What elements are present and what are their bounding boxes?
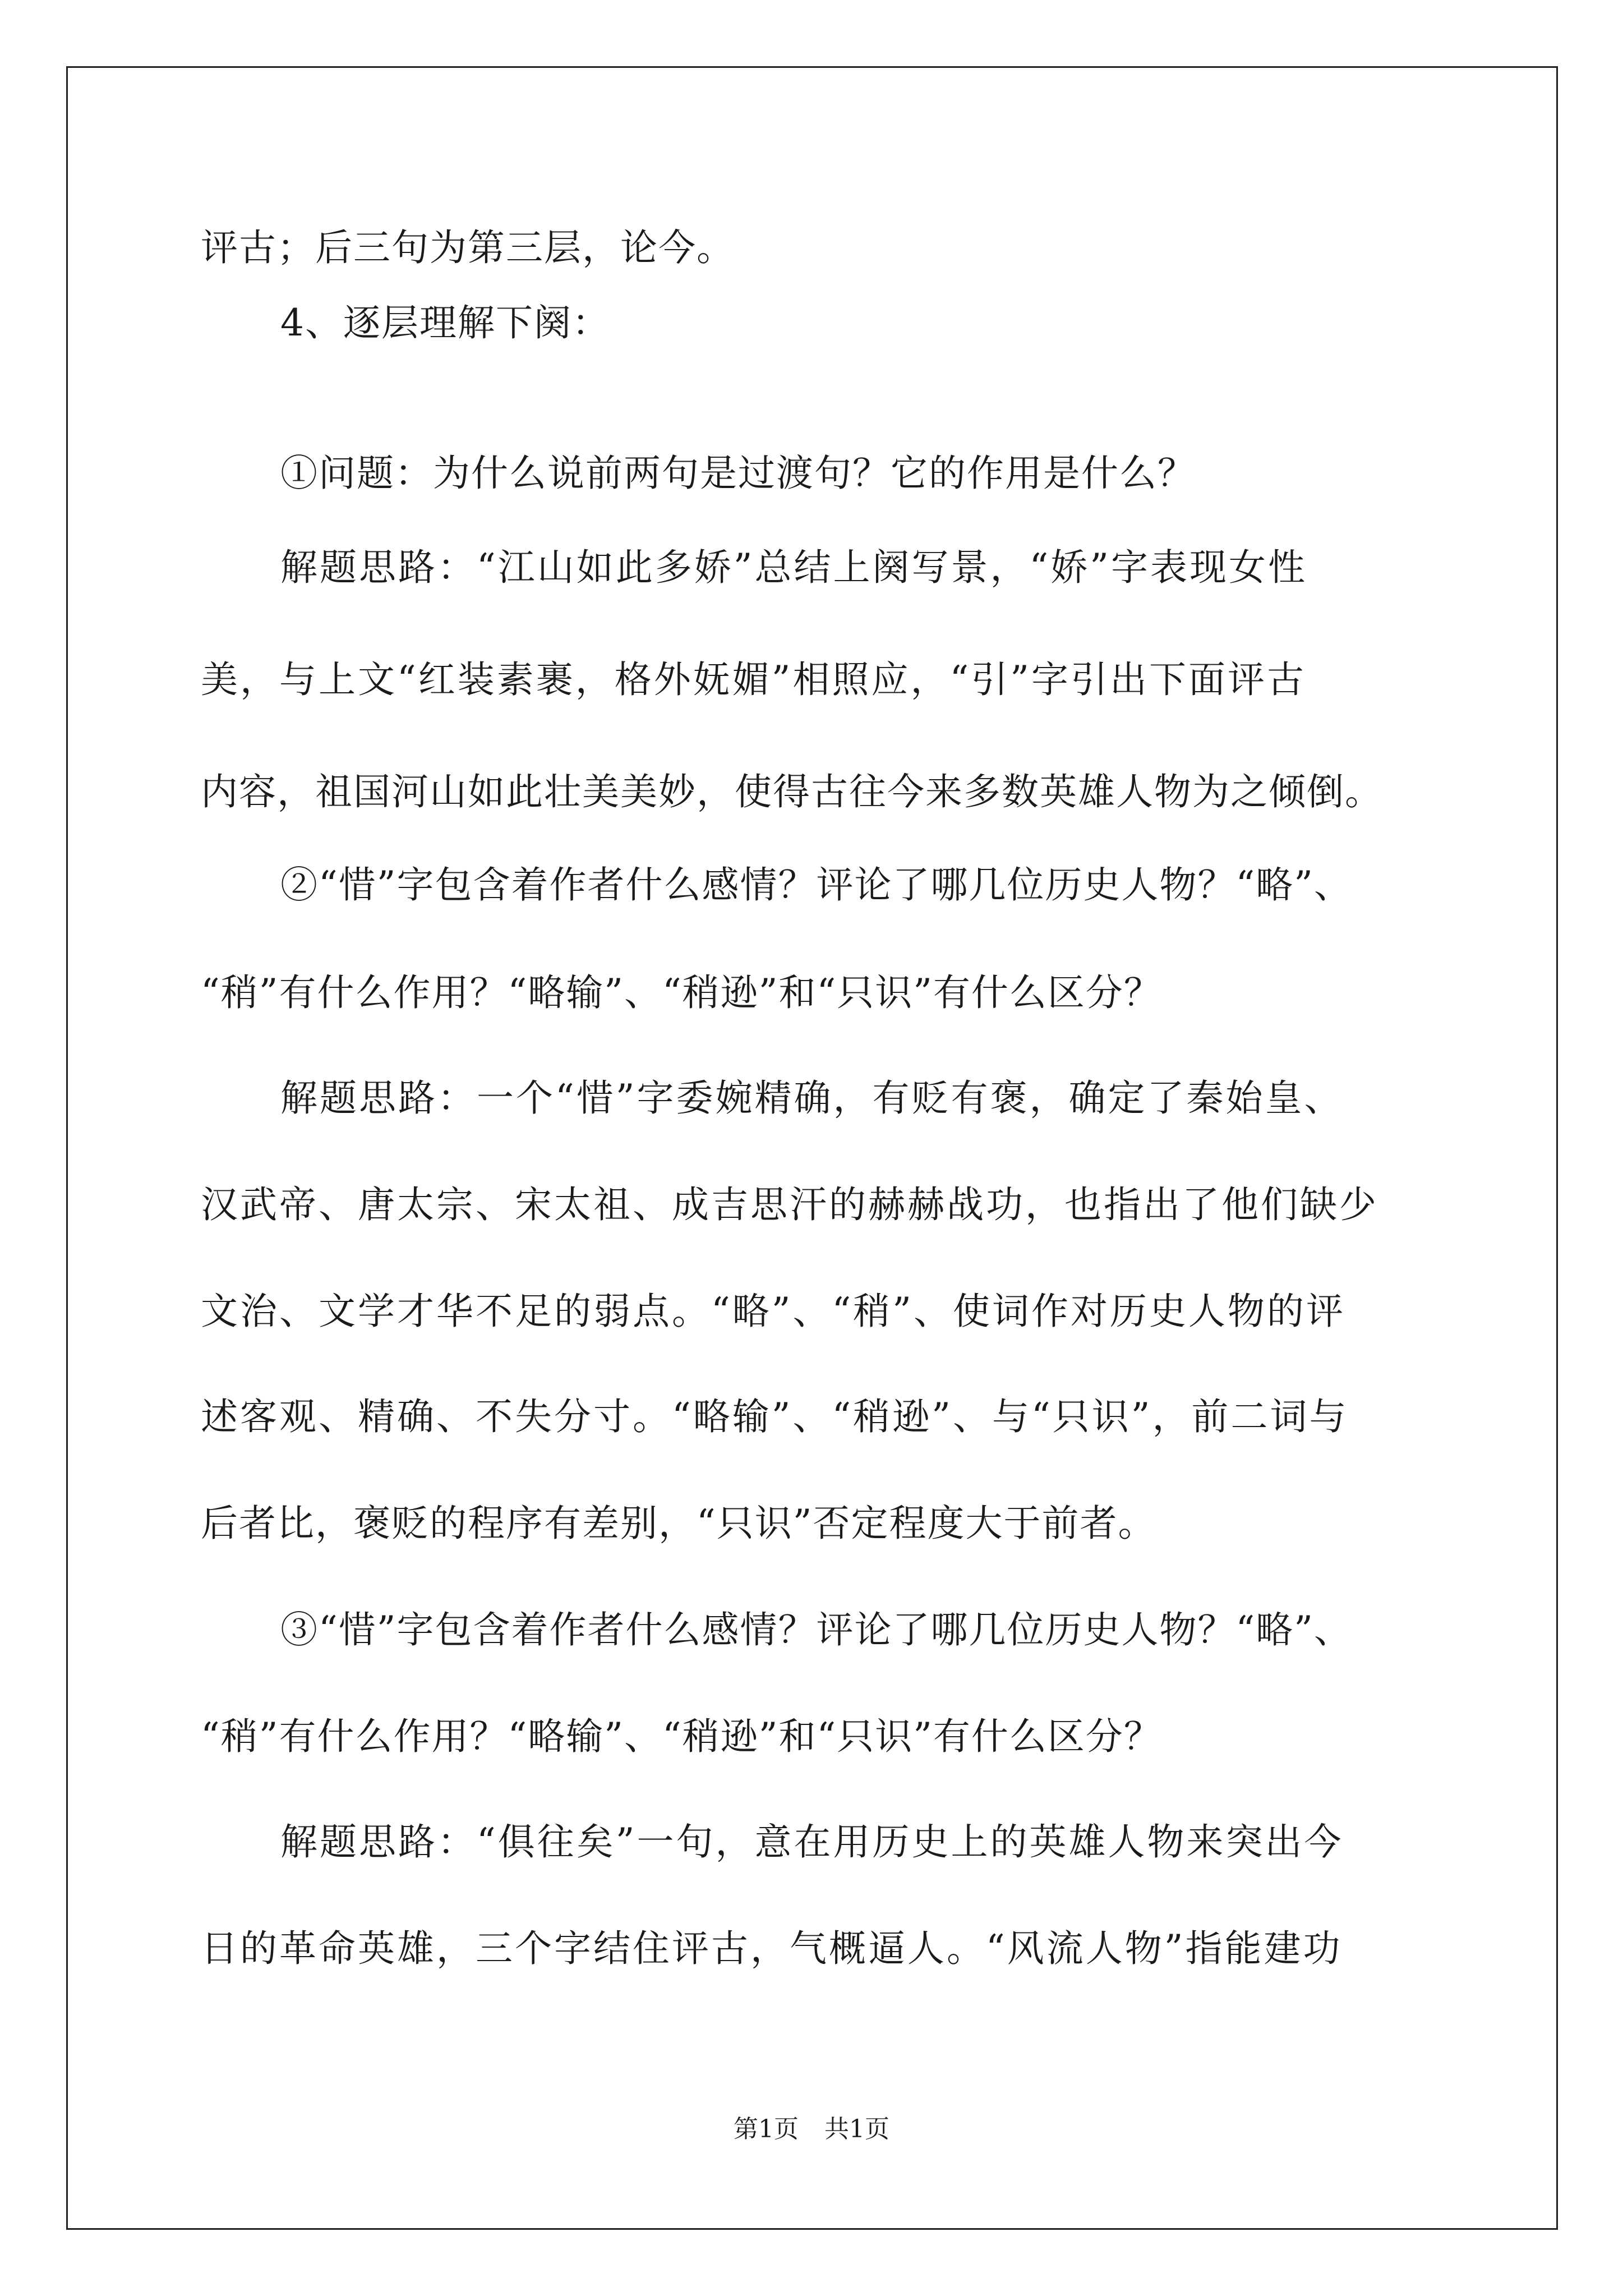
text-line: 解题思路：“俱往矣”一句，意在用历史上的英雄人物来突出今 — [280, 1820, 1344, 1864]
text-line: ①问题：为什么说前两句是过渡句？它的作用是什么？ — [280, 452, 1196, 495]
text-line: 美，与上文“红装素裹，格外妩媚”相照应，“引”字引出下面评古 — [201, 658, 1306, 701]
text-line: 日的革命英雄，三个字结住评古，气概逼人。“风流人物”指能建功 — [201, 1927, 1343, 1970]
text-line: “稍”有什么作用？“略输”、“稍逊”和“只识”有什么区分？ — [201, 971, 1162, 1014]
text-line: 4、逐层理解下阕： — [280, 301, 610, 344]
text-line: 文治、文学才华不足的弱点。“略”、“稍”、使词作对历史人物的评 — [201, 1290, 1345, 1333]
text-line: ②“惜”字包含着作者什么感情？评论了哪几位历史人物？“略”、 — [280, 863, 1352, 907]
page-number: 第1页 — [734, 2115, 799, 2143]
text-line: 解题思路：一个“惜”字委婉精确，有贬有褒，确定了秦始皇、 — [280, 1076, 1344, 1120]
text-line: 评古；后三句为第三层，论今。 — [201, 226, 735, 269]
page-footer — [0, 2114, 1623, 2145]
text-line: 解题思路：“江山如此多娇”总结上阕写景，“娇”字表现女性 — [280, 546, 1307, 589]
text-line: 汉武帝、唐太宗、宋太祖、成吉思汗的赫赫战功，也指出了他们缺少 — [201, 1183, 1378, 1226]
text-line: 述客观、精确、不失分寸。“略输”、“稍逊”、与“只识”，前二词与 — [201, 1395, 1349, 1438]
text-line: 后者比，褒贬的程序有差别，“只识”否定程度大于前者。 — [201, 1502, 1156, 1545]
text-line: “稍”有什么作用？“略输”、“稍逊”和“只识”有什么区分？ — [201, 1715, 1162, 1758]
page-total: 共1页 — [824, 2115, 889, 2143]
page-border — [66, 66, 1558, 2230]
text-line: ③“惜”字包含着作者什么感情？评论了哪几位历史人物？“略”、 — [280, 1608, 1352, 1651]
text-line: 内容，祖国河山如此壮美美妙，使得古往今来多数英雄人物为之倾倒。 — [201, 770, 1383, 813]
